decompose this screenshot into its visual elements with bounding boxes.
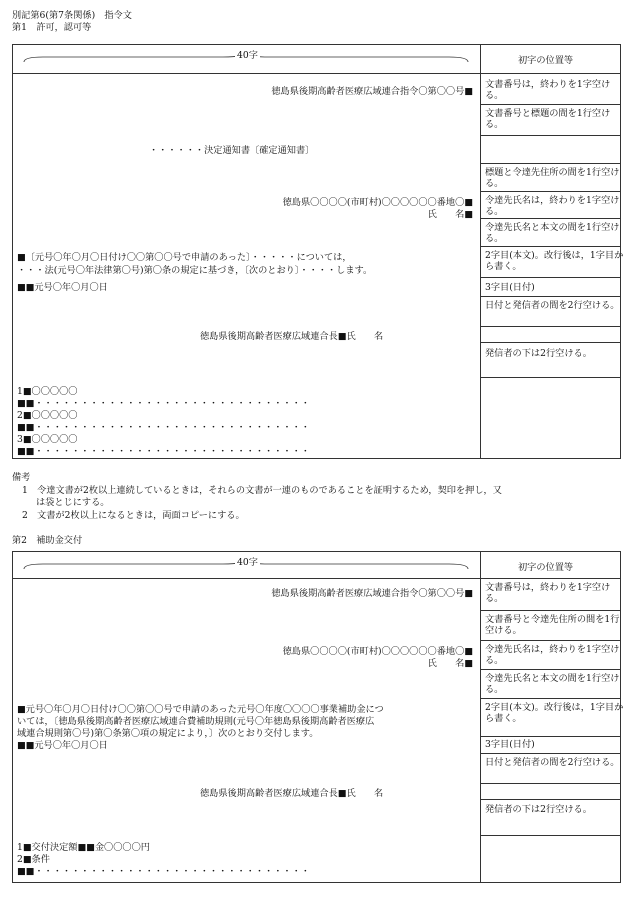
note: 令達先氏名と本文の間を1行空ける。 [485, 673, 620, 696]
body-line: ■元号〇年〇月〇日付け〇〇第〇〇号で申請のあった元号〇年度〇〇〇〇事業補助金につ [17, 704, 384, 715]
list-item: ■■・・・・・・・・・・・・・・・・・・・・・・・・・・・・・・ [17, 446, 310, 457]
list-item: 1■〇〇〇〇〇 [17, 386, 78, 397]
list-item: ■■・・・・・・・・・・・・・・・・・・・・・・・・・・・・・・ [17, 422, 310, 433]
width-label: 40字 [237, 50, 258, 61]
right-column-header: 初字の位置等 [518, 562, 574, 573]
remark-item: 2 文書が2枚以上になるときは，両面コピーにする。 [22, 510, 245, 521]
recipient-name: 氏 名■ [427, 209, 473, 220]
section2-heading: 第2 補助金交付 [12, 535, 83, 546]
issue-date: ■■元号〇年〇月〇日 [17, 740, 108, 751]
width-label: 40字 [237, 557, 258, 568]
right-column-header: 初字の位置等 [518, 55, 574, 66]
document-number: 徳島県後期高齢者医療広域連合指令〇第〇〇号■ [271, 588, 473, 599]
section2-table [12, 551, 624, 883]
list-item: ■■・・・・・・・・・・・・・・・・・・・・・・・・・・・・・・ [17, 866, 310, 877]
list-item: 2■〇〇〇〇〇 [17, 410, 78, 421]
list-item: ■■・・・・・・・・・・・・・・・・・・・・・・・・・・・・・・ [17, 398, 310, 409]
note: 3字目(日付) [485, 282, 535, 293]
document-title: ・・・・・・決定通知書〔確定通知書〕 [149, 145, 315, 156]
remarks-title: 備考 [12, 472, 31, 483]
note: 文書番号は，終わりを1字空ける。 [485, 79, 611, 102]
issuer: 徳島県後期高齢者医療広域連合長■氏 名 [200, 788, 384, 799]
note: 令達先氏名は，終わりを1字空ける。 [485, 195, 620, 218]
section1-heading: 第1 許可，認可等 [12, 22, 92, 33]
note: 発信者の下は2行空ける。 [485, 804, 592, 815]
body-line: ・・・法(元号〇年法律第〇号)第〇条の規定に基づき，〔次のとおり〕・・・・します。 [17, 265, 373, 276]
list-item: 2■条件 [17, 854, 50, 865]
note: 文書番号は，終わりを1字空ける。 [485, 582, 611, 605]
body-line: いては，〔徳島県後期高齢者医療広域連合費補助規則(元号〇年徳島県後期高齢者医療広 [17, 716, 375, 727]
remark-item: 1 令達文書が2枚以上連続しているときは，それらの文書が一連のものであることを証明するため，契印を押し，又 [22, 485, 502, 496]
body-line: ■〔元号〇年〇月〇日付け〇〇第〇〇号で申請のあった〕・・・・・については， [17, 252, 352, 263]
recipient-address: 徳島県〇〇〇〇(市町村)〇〇〇〇〇〇番地〇■ [282, 646, 473, 657]
issue-date: ■■元号〇年〇月〇日 [17, 282, 108, 293]
note: 文書番号と標題の間を1行空ける。 [485, 108, 611, 131]
note: 発信者の下は2行空ける。 [485, 348, 592, 359]
recipient-name: 氏 名■ [427, 658, 473, 669]
note: 2字目(本文)。改行後は，1字目から書く。 [485, 250, 624, 273]
issuer: 徳島県後期高齢者医療広域連合長■氏 名 [200, 331, 384, 342]
annex-title: 別記第6(第7条関係) 指令文 [12, 10, 132, 21]
note: 標題と令達先住所の間を1行空ける。 [485, 167, 620, 190]
note: 日付と発信者の間を2行空ける。 [485, 757, 620, 768]
note: 3字目(日付) [485, 739, 535, 750]
note: 令達先氏名と本文の間を1行空ける。 [485, 222, 620, 245]
body-line: 域連合規則第〇号)第〇条第〇項の規定により，〕次のとおり交付します。 [17, 728, 319, 739]
note: 文書番号と令達先住所の間を1行空ける。 [485, 614, 620, 637]
remark-item: は袋とじにする。 [36, 497, 110, 508]
list-item: 3■〇〇〇〇〇 [17, 434, 78, 445]
note: 2字目(本文)。改行後は，1字目から書く。 [485, 702, 624, 725]
section1-table [12, 44, 624, 459]
document-number: 徳島県後期高齢者医療広域連合指令〇第〇〇号■ [271, 86, 473, 97]
recipient-address: 徳島県〇〇〇〇(市町村)〇〇〇〇〇〇番地〇■ [282, 197, 473, 208]
list-item: 1■交付決定額■■金〇〇〇〇円 [17, 842, 150, 853]
note: 日付と発信者の間を2行空ける。 [485, 300, 620, 311]
note: 令達先氏名は，終わりを1字空ける。 [485, 644, 620, 667]
